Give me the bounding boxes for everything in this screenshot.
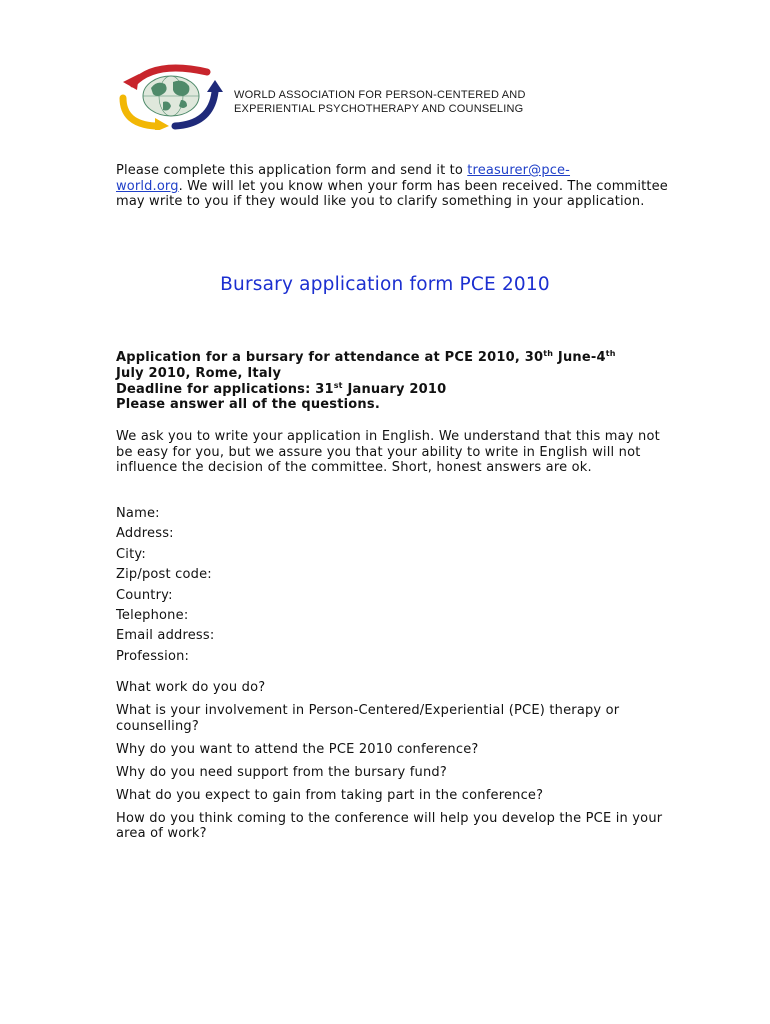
field-label: Address: (116, 526, 174, 542)
question: What is your involvement in Person-Centered/Experiential (PCE) therapy or counselling? (116, 703, 620, 734)
field-label: Profession: (116, 648, 190, 664)
fields-list (116, 506, 214, 669)
question: Why do you need support from the bursary fund? (116, 764, 447, 780)
field-label: Name: (116, 506, 160, 521)
email-link[interactable]: treasurer@pce- world.org (116, 163, 571, 194)
deadline-line: Deadline for applications: 31st January 2010 (116, 380, 447, 397)
application-heading (116, 350, 676, 413)
field-label: Email address: (116, 628, 215, 644)
field-label: Country: (116, 587, 173, 603)
heading-line-2: July 2010, Rome, Italy (116, 365, 282, 381)
form-title: Bursary application form PCE 2010 (220, 274, 550, 295)
org-name-line-1: WORLD ASSOCIATION FOR PERSON-CENTERED AND (234, 89, 526, 101)
organization-name (234, 89, 526, 116)
instruction-line: Please answer all of the questions. (116, 397, 380, 413)
field-label: Zip/post code: (116, 567, 212, 583)
question: Why do you want to attend the PCE 2010 conference? (116, 741, 479, 757)
question: How do you think coming to the conference will help you develop the PCE in your area of work? (116, 810, 663, 842)
heading-line-1: Application for a bursary for attendance at PCE 2010, 30th June-4th (116, 349, 616, 365)
language-note: We ask you to write your application in English. We understand that this may not be easy for you, but we assure you that your ability to write in English will not influence the decision of the committee. Short, honest answers are ok. (116, 429, 660, 476)
field-label: City: (116, 546, 146, 562)
intro-text-after: . We will let you know when your form has been received. The committee may write to you if they would like you to clarify something in your application. (116, 178, 668, 210)
question: What do you expect to gain from taking part in the conference? (116, 787, 544, 803)
intro-paragraph (116, 163, 676, 210)
question: What work do you do? (116, 680, 266, 695)
field-label: Telephone: (116, 607, 189, 623)
globe-with-circular-arrows-icon (115, 62, 227, 130)
org-name-line-2: EXPERIENTIAL PSYCHOTHERAPY AND COUNSELING (234, 102, 524, 115)
questions-list (116, 680, 676, 849)
intro-text-before: Please complete this application form and send it to (116, 163, 468, 178)
